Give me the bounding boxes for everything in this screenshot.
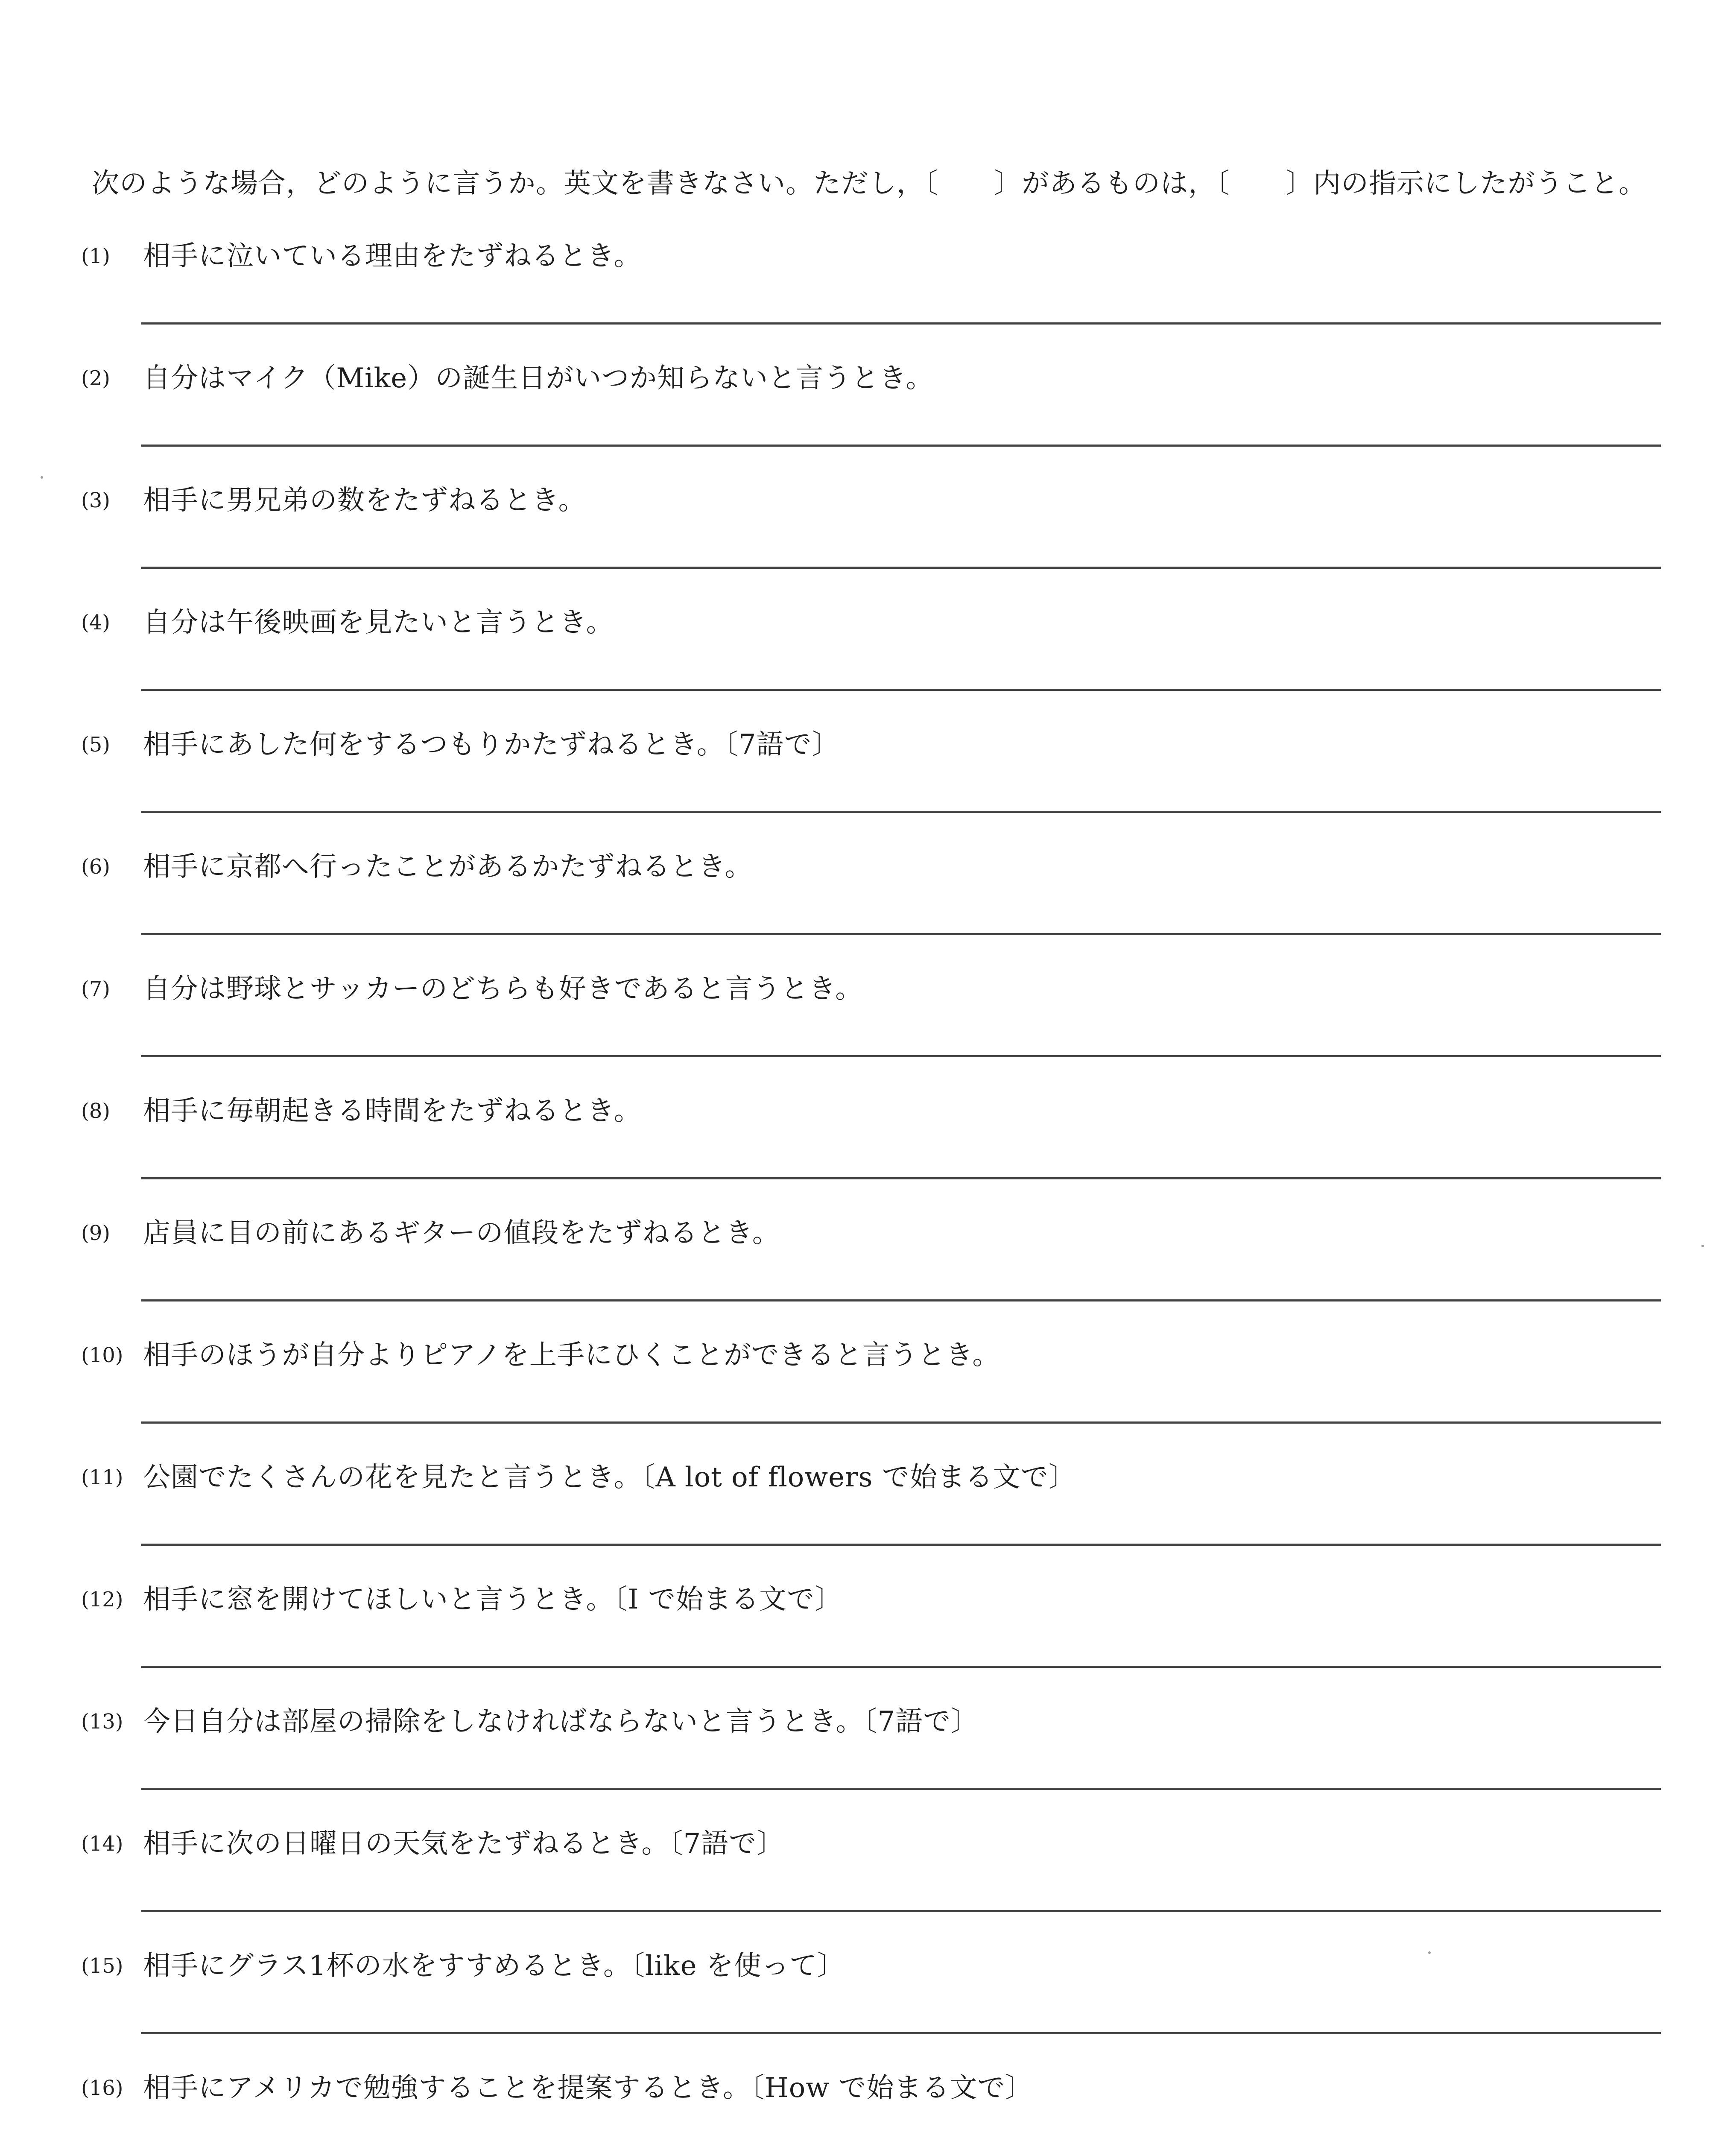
question-number: (16) (81, 2076, 123, 2100)
question-prompt: 相手に窓を開けてほしいと言うとき。〔I で始まる文で〕 (143, 1584, 843, 1615)
question-prompt: 自分は野球とサッカーのどちらも好きであると言うとき。 (143, 973, 863, 1005)
question-item (0, 601, 1736, 723)
question-item (0, 479, 1736, 601)
question-prompt: 自分は午後映画を見たいと言うとき。 (143, 607, 614, 638)
question-number: (3) (81, 488, 110, 512)
scan-speck (41, 476, 43, 479)
question-item (0, 1334, 1736, 1456)
answer-line[interactable] (141, 933, 1661, 935)
answer-line[interactable] (141, 567, 1661, 569)
question-number: (8) (81, 1099, 110, 1123)
question-item (0, 357, 1736, 479)
question-prompt: 相手にあした何をするつもりかたずねるとき。〔7語で〕 (143, 729, 840, 760)
scan-speck (1428, 1951, 1431, 1954)
answer-line[interactable] (141, 689, 1661, 691)
question-prompt: 相手にグラス1杯の水をすすめるとき。〔like を使って〕 (143, 1950, 845, 1982)
question-prompt: 相手のほうが自分よりピアノを上手にひくことができると言うとき。 (143, 1339, 1000, 1371)
question-item (0, 1090, 1736, 1212)
question-number: (12) (81, 1588, 123, 1611)
answer-line[interactable] (141, 1055, 1661, 1057)
answer-line[interactable] (141, 1788, 1661, 1790)
question-prompt: 相手に男兄弟の数をたずねるとき。 (143, 485, 586, 516)
question-number: (5) (81, 733, 110, 757)
question-item (0, 845, 1736, 968)
answer-line[interactable] (141, 322, 1661, 325)
answer-line[interactable] (141, 2032, 1661, 2034)
question-number: (2) (81, 366, 110, 390)
question-item (0, 723, 1736, 845)
question-number: (15) (81, 1954, 123, 1978)
question-prompt: 相手に毎朝起きる時間をたずねるとき。 (143, 1095, 642, 1127)
instructions: 次のような場合，どのように言うか。英文を書きなさい。ただし，〔 〕があるものは，〔 〕内の指示にしたがうこと。 (92, 168, 1646, 199)
question-number: (9) (81, 1221, 110, 1245)
question-number: (14) (81, 1832, 123, 1856)
question-number: (10) (81, 1343, 123, 1367)
question-prompt: 店員に目の前にあるギターの値段をたずねるとき。 (143, 1217, 780, 1249)
question-prompt: 公園でたくさんの花を見たと言うとき。〔A lot of flowers で始まる文で〕 (143, 1462, 1076, 1493)
question-prompt: 自分はマイク（Mike）の誕生日がいつか知らないと言うとき。 (143, 363, 934, 394)
question-prompt: 今日自分は部屋の掃除をしなければならないと言うとき。〔7語で〕 (143, 1706, 979, 1737)
answer-line[interactable] (141, 1421, 1661, 1424)
question-prompt: 相手に京都へ行ったことがあるかたずねるとき。 (143, 851, 753, 883)
question-prompt: 相手にアメリカで勉強することを提案するとき。〔How で始まる文で〕 (143, 2072, 1033, 2104)
question-item (0, 1212, 1736, 1334)
question-number: (1) (81, 244, 110, 268)
question-item (0, 1578, 1736, 1700)
question-number: (6) (81, 855, 110, 879)
answer-line[interactable] (141, 445, 1661, 447)
question-item (0, 1700, 1736, 1822)
scan-speck (1701, 1245, 1704, 1247)
question-number: (13) (81, 1710, 123, 1734)
question-item (0, 1456, 1736, 1578)
answer-line[interactable] (141, 1544, 1661, 1546)
question-number: (7) (81, 977, 110, 1001)
question-number: (11) (81, 1465, 123, 1489)
answer-line[interactable] (141, 1177, 1661, 1179)
question-prompt: 相手に次の日曜日の天気をたずねるとき。〔7語で〕 (143, 1828, 785, 1860)
question-prompt: 相手に泣いている理由をたずねるとき。 (143, 240, 642, 272)
question-item (0, 235, 1736, 357)
answer-line[interactable] (141, 1910, 1661, 1912)
question-number: (4) (81, 611, 110, 635)
question-item (0, 1945, 1736, 2067)
question-item (0, 968, 1736, 1090)
question-item (0, 1822, 1736, 1945)
answer-line[interactable] (141, 1666, 1661, 1668)
answer-line[interactable] (141, 811, 1661, 813)
answer-line[interactable] (141, 1299, 1661, 1301)
question-item (0, 2067, 1736, 2135)
